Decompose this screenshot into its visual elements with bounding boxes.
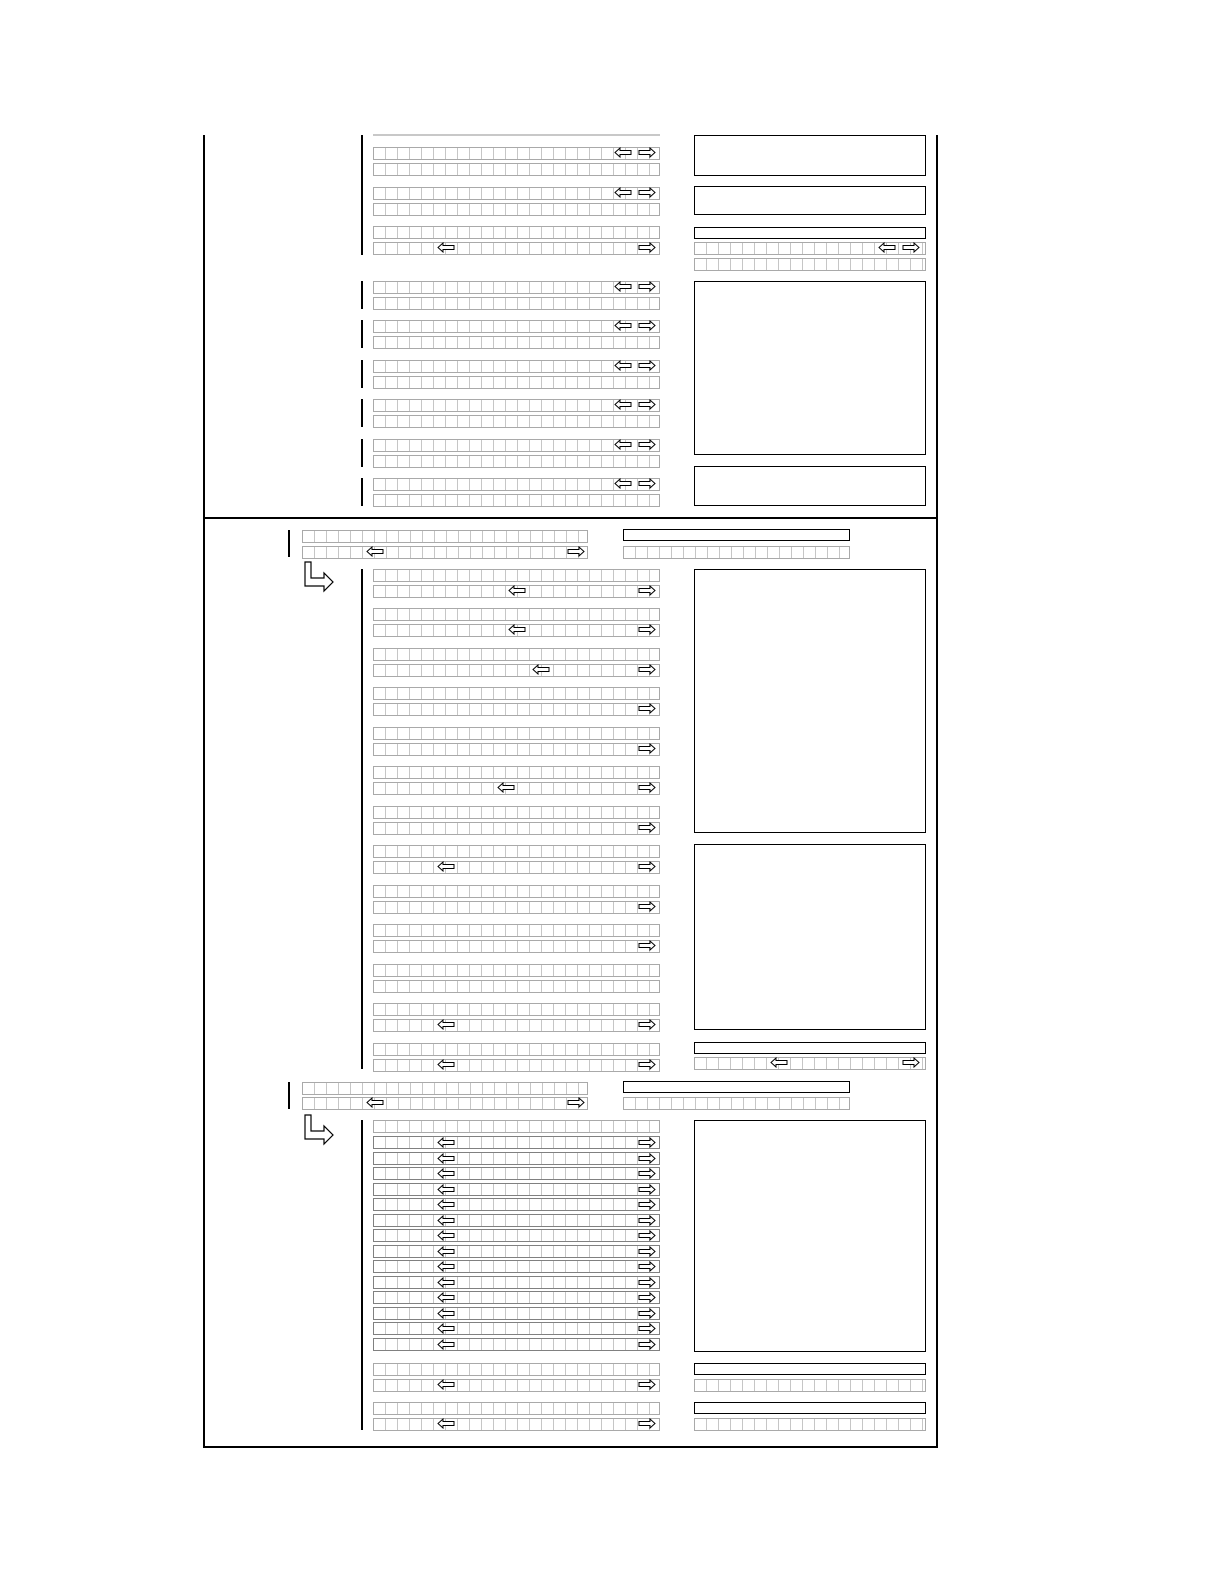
- left-arrow-icon: [614, 281, 632, 292]
- section-divider: [203, 517, 938, 519]
- large-entry-box[interactable]: [694, 281, 926, 455]
- list-row[interactable]: [373, 1198, 660, 1211]
- grid-field[interactable]: [373, 861, 660, 874]
- left-arrow-icon: [497, 782, 515, 793]
- left-arrow-icon: [437, 1199, 455, 1210]
- group-bracket: [361, 399, 363, 427]
- grid-field[interactable]: [373, 1120, 660, 1133]
- left-arrow-icon: [437, 1308, 455, 1319]
- right-arrow-icon: [638, 360, 656, 371]
- header-entry-bar[interactable]: [623, 1081, 850, 1093]
- grid-field[interactable]: [373, 664, 660, 677]
- right-arrow-icon: [638, 478, 656, 489]
- top-entry-box[interactable]: [694, 135, 926, 176]
- frame-bottom-border: [203, 1446, 938, 1448]
- right-arrow-icon: [638, 861, 656, 872]
- grid-field[interactable]: [373, 980, 660, 993]
- right-arrow-icon: [638, 187, 656, 198]
- right-arrow-icon: [638, 1246, 656, 1257]
- grid-field[interactable]: [373, 743, 660, 756]
- group-bracket: [361, 320, 363, 348]
- entry-bar[interactable]: [694, 1042, 926, 1054]
- grid-field[interactable]: [373, 1003, 660, 1016]
- grid-field[interactable]: [373, 336, 660, 349]
- group-bracket: [361, 1120, 363, 1430]
- elbow-arrow-icon: [303, 561, 335, 593]
- grid-field[interactable]: [694, 258, 926, 271]
- grid-field[interactable]: [373, 1363, 660, 1376]
- elbow-arrow-icon: [303, 1114, 335, 1146]
- grid-field[interactable]: [373, 1379, 660, 1392]
- right-arrow-icon: [638, 1184, 656, 1195]
- right-arrow-icon: [902, 242, 920, 253]
- top-entry-bar[interactable]: [694, 227, 926, 239]
- grid-field[interactable]: [373, 782, 660, 795]
- right-arrow-icon: [638, 1059, 656, 1070]
- grid-field[interactable]: [694, 1379, 926, 1392]
- grid-field[interactable]: [373, 885, 660, 898]
- group-bracket: [361, 135, 363, 255]
- grid-field[interactable]: [623, 1097, 850, 1110]
- grid-field[interactable]: [373, 703, 660, 716]
- right-arrow-icon: [638, 1215, 656, 1226]
- grid-field[interactable]: [302, 1082, 588, 1095]
- right-arrow-icon: [638, 1379, 656, 1390]
- left-arrow-icon: [508, 624, 526, 635]
- left-arrow-icon: [614, 320, 632, 331]
- large-entry-box[interactable]: [694, 844, 926, 1030]
- left-arrow-icon: [437, 1246, 455, 1257]
- grid-field[interactable]: [373, 1059, 660, 1072]
- grid-field[interactable]: [373, 822, 660, 835]
- left-arrow-icon: [437, 1059, 455, 1070]
- grid-field[interactable]: [373, 940, 660, 953]
- right-arrow-icon: [638, 585, 656, 596]
- right-arrow-icon: [638, 1323, 656, 1334]
- left-arrow-icon: [437, 1230, 455, 1241]
- right-arrow-icon: [638, 1292, 656, 1303]
- left-arrow-icon: [366, 1097, 384, 1108]
- left-arrow-icon: [437, 1215, 455, 1226]
- group-bracket: [361, 439, 363, 467]
- right-arrow-icon: [638, 281, 656, 292]
- right-arrow-icon: [638, 147, 656, 158]
- list-row[interactable]: [373, 1291, 660, 1304]
- right-arrow-icon: [638, 439, 656, 450]
- right-arrow-icon: [638, 1019, 656, 1030]
- large-entry-box[interactable]: [694, 1120, 926, 1352]
- group-bracket: [361, 281, 363, 309]
- left-arrow-icon: [614, 399, 632, 410]
- grid-field[interactable]: [373, 1418, 660, 1431]
- right-arrow-icon: [638, 782, 656, 793]
- list-row[interactable]: [373, 1214, 660, 1227]
- large-entry-box[interactable]: [694, 569, 926, 833]
- frame-right-border: [936, 135, 938, 1447]
- grid-field[interactable]: [373, 924, 660, 937]
- frame-left-border: [203, 135, 205, 1447]
- list-row[interactable]: [373, 1229, 660, 1242]
- right-arrow-icon: [638, 399, 656, 410]
- right-arrow-icon: [638, 743, 656, 754]
- right-arrow-icon: [638, 940, 656, 951]
- left-arrow-icon: [614, 147, 632, 158]
- left-arrow-icon: [437, 1184, 455, 1195]
- group-bracket: [288, 1082, 290, 1109]
- left-arrow-icon: [437, 1137, 455, 1148]
- left-arrow-icon: [770, 1057, 788, 1068]
- entry-bar[interactable]: [694, 1402, 926, 1414]
- right-arrow-icon: [638, 1168, 656, 1179]
- grid-field[interactable]: [373, 242, 660, 255]
- entry-box[interactable]: [694, 466, 926, 506]
- right-arrow-icon: [902, 1057, 920, 1068]
- right-arrow-icon: [638, 822, 656, 833]
- grid-field[interactable]: [373, 455, 660, 468]
- left-arrow-icon: [878, 242, 896, 253]
- right-arrow-icon: [638, 901, 656, 912]
- right-arrow-icon: [638, 664, 656, 675]
- left-arrow-icon: [437, 861, 455, 872]
- left-arrow-icon: [614, 360, 632, 371]
- right-arrow-icon: [638, 1418, 656, 1429]
- grid-field[interactable]: [373, 494, 660, 507]
- right-arrow-icon: [638, 1339, 656, 1350]
- list-row[interactable]: [373, 1260, 660, 1273]
- left-arrow-icon: [437, 1339, 455, 1350]
- grid-field[interactable]: [373, 203, 660, 216]
- grid-field[interactable]: [373, 226, 660, 239]
- right-arrow-icon: [638, 624, 656, 635]
- right-arrow-icon: [638, 1261, 656, 1272]
- left-arrow-icon: [614, 439, 632, 450]
- right-arrow-icon: [638, 1308, 656, 1319]
- left-arrow-icon: [437, 1292, 455, 1303]
- left-arrow-icon: [437, 1153, 455, 1164]
- list-row[interactable]: [373, 1276, 660, 1289]
- grid-field[interactable]: [302, 530, 588, 543]
- left-arrow-icon: [437, 1168, 455, 1179]
- grid-field[interactable]: [373, 901, 660, 914]
- right-arrow-icon: [567, 1097, 585, 1108]
- list-row[interactable]: [373, 1167, 660, 1180]
- left-arrow-icon: [508, 585, 526, 596]
- entry-bar[interactable]: [694, 1363, 926, 1375]
- left-arrow-icon: [437, 1379, 455, 1390]
- right-arrow-icon: [638, 1199, 656, 1210]
- grid-field[interactable]: [373, 964, 660, 977]
- group-bracket: [361, 360, 363, 388]
- grid-field[interactable]: [373, 569, 660, 582]
- list-row[interactable]: [373, 1322, 660, 1335]
- grid-field[interactable]: [373, 1402, 660, 1415]
- grid-field[interactable]: [373, 845, 660, 858]
- grid-field[interactable]: [623, 546, 850, 559]
- grid-field[interactable]: [373, 648, 660, 661]
- list-row[interactable]: [373, 1152, 660, 1165]
- grid-field[interactable]: [373, 415, 660, 428]
- grid-field[interactable]: [373, 687, 660, 700]
- list-row[interactable]: [373, 1338, 660, 1351]
- left-arrow-icon: [437, 1019, 455, 1030]
- grid-field[interactable]: [694, 1418, 926, 1431]
- grid-field[interactable]: [373, 1043, 660, 1056]
- right-arrow-icon: [638, 1230, 656, 1241]
- left-arrow-icon: [437, 1261, 455, 1272]
- right-arrow-icon: [567, 546, 585, 557]
- grid-field[interactable]: [373, 376, 660, 389]
- grid-field[interactable]: [694, 1057, 926, 1070]
- left-arrow-icon: [532, 664, 550, 675]
- group-bracket: [361, 569, 363, 1069]
- list-row[interactable]: [373, 1183, 660, 1196]
- right-arrow-icon: [638, 320, 656, 331]
- right-arrow-icon: [638, 1153, 656, 1164]
- list-row[interactable]: [373, 1307, 660, 1320]
- group-bracket: [288, 530, 290, 557]
- left-arrow-icon: [366, 546, 384, 557]
- header-entry-bar[interactable]: [623, 529, 850, 541]
- left-arrow-icon: [614, 478, 632, 489]
- grid-field[interactable]: [373, 766, 660, 779]
- right-arrow-icon: [638, 703, 656, 714]
- grid-field[interactable]: [373, 297, 660, 310]
- grid-field[interactable]: [302, 1097, 588, 1110]
- left-arrow-icon: [437, 1418, 455, 1429]
- group-bracket: [361, 478, 363, 506]
- grid-field[interactable]: [373, 806, 660, 819]
- grid-field[interactable]: [302, 546, 588, 559]
- grid-field[interactable]: [373, 163, 660, 176]
- right-arrow-icon: [638, 242, 656, 253]
- left-arrow-icon: [614, 187, 632, 198]
- list-row[interactable]: [373, 1245, 660, 1258]
- list-row[interactable]: [373, 1136, 660, 1149]
- grid-field[interactable]: [373, 1019, 660, 1032]
- grid-field[interactable]: [373, 727, 660, 740]
- left-arrow-icon: [437, 1277, 455, 1288]
- grid-field[interactable]: [373, 608, 660, 621]
- top-entry-box[interactable]: [694, 186, 926, 215]
- left-arrow-icon: [437, 1323, 455, 1334]
- right-arrow-icon: [638, 1277, 656, 1288]
- left-arrow-icon: [437, 242, 455, 253]
- top-rule: [373, 134, 660, 136]
- right-arrow-icon: [638, 1137, 656, 1148]
